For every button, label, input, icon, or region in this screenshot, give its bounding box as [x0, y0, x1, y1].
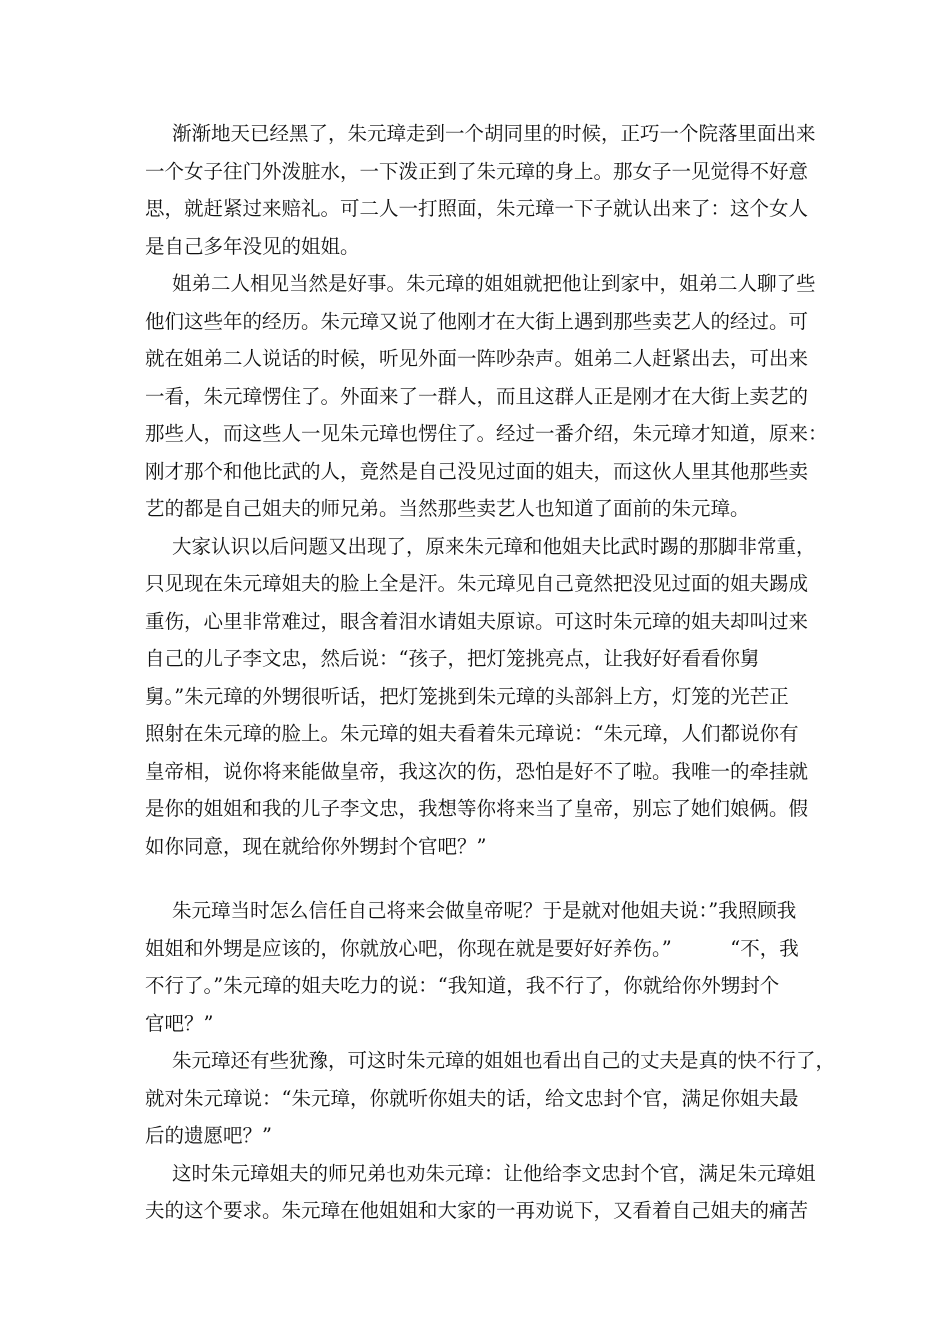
text-line: 官吧？” — [145, 1011, 214, 1035]
text-line: 姐弟二人相见当然是好事。朱元璋的姐姐就把他让到家中，姐弟二人聊了些 — [172, 272, 816, 295]
text-line: 就对朱元璋说：“朱元璋，你就听你姐夫的话，给文忠封个官，满足你姐夫最 — [145, 1086, 799, 1110]
text-line: 一看，朱元璋愣住了。外面来了一群人，而且这群人正是刚才在大街上卖艺的 — [145, 384, 809, 408]
text-line: 他们这些年的经历。朱元璋又说了他刚才在大街上遇到那些卖艺人的经过。可 — [145, 309, 809, 333]
text-line: 不行了。”朱元璋的姐夫吃力的说：“我知道，我不行了，你就给你外甥封个 — [145, 974, 780, 997]
text-line: 自己的儿子李文忠，然后说：“孩子，把灯笼挑亮点，让我好好看看你舅 — [145, 647, 760, 670]
text-line: 只见现在朱元璋姐夫的脸上全是汗。朱元璋见自己竟然把没见过面的姐夫踢成 — [145, 572, 809, 595]
text-line: 皇帝相，说你将来能做皇帝，我这次的伤，恐怕是好不了啦。我唯一的牵挂就 — [145, 759, 809, 783]
text-line: 大家认识以后问题又出现了，原来朱元璋和他姐夫比武时踢的那脚非常重， — [172, 534, 816, 558]
text-line: 舅。”朱元璋的外甥很听话，把灯笼挑到朱元璋的头部斜上方，灯笼的光芒正 — [145, 684, 789, 708]
text-line: 就在姐弟二人说话的时候，听见外面一阵吵杂声。姐弟二人赶紧出去，可出来 — [145, 347, 809, 370]
text-line: 重伤，心里非常难过，眼含着泪水请姐夫原谅。可这时朱元璋的姐夫却叫过来 — [145, 609, 809, 633]
text-block-2 — [145, 892, 836, 1230]
text-line: 姐姐和外甥是应该的，你就放心吧，你现在就是要好好养伤。” “不，我 — [145, 936, 799, 960]
text-line: 是自己多年没见的姐姐。 — [145, 234, 360, 258]
text-block-1 — [145, 115, 828, 865]
text-line: 夫的这个要求。朱元璋在他姐姐和大家的一再劝说下，又看着自己姐夫的痛苦 — [145, 1199, 809, 1222]
text-line: 思，就赶紧过来赔礼。可二人一打照面，朱元璋一下子就认出来了：这个女人 — [145, 197, 809, 220]
text-line: 一个女子往门外泼脏水，一下泼正到了朱元璋的身上。那女子一见觉得不好意 — [145, 159, 809, 183]
text-line: 艺的都是自己姐夫的师兄弟。当然那些卖艺人也知道了面前的朱元璋。 — [145, 497, 750, 520]
text-line: 这时朱元璋姐夫的师兄弟也劝朱元璋：让他给李文忠封个官，满足朱元璋姐 — [172, 1161, 816, 1185]
text-line: 那些人，而这些人一见朱元璋也愣住了。经过一番介绍，朱元璋才知道，原来： — [145, 422, 828, 445]
text-line: 朱元璋当时怎么信任自己将来会做皇帝呢？于是就对他姐夫说：”我照顾我 — [172, 899, 797, 922]
text-line: 刚才那个和他比武的人，竟然是自己没见过面的姐夫，而这伙人里其他那些卖 — [145, 459, 809, 483]
text-line: 照射在朱元璋的脸上。朱元璋的姐夫看着朱元璋说：“朱元璋，人们都说你有 — [145, 722, 799, 745]
text-line: 后的遗愿吧？” — [145, 1124, 272, 1147]
text-line: 朱元璋还有些犹豫，可这时朱元璋的姐姐也看出自己的丈夫是真的快不行了， — [172, 1049, 836, 1072]
text-line: 是你的姐姐和我的儿子李文忠，我想等你将来当了皇帝，别忘了她们娘俩。假 — [145, 797, 809, 820]
text-line: 如你同意，现在就给你外甥封个官吧？” — [145, 834, 487, 858]
text-line: 渐渐地天已经黑了，朱元璋走到一个胡同里的时候，正巧一个院落里面出来 — [172, 122, 816, 145]
